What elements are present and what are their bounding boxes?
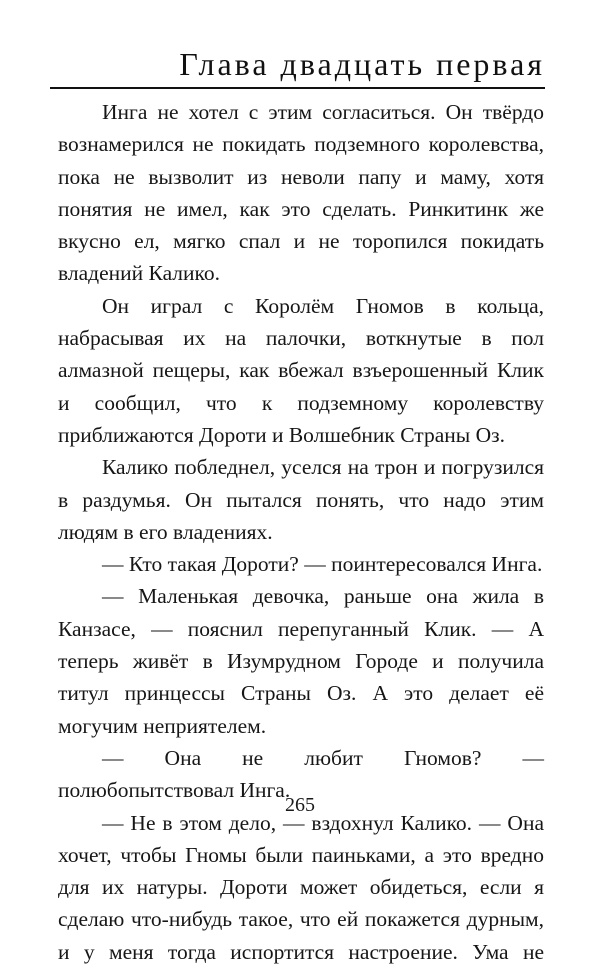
text-line: — Кто такая Дороти? — поинтересовался Инга. bbox=[102, 552, 543, 577]
text-line: могучим неприятелем. bbox=[58, 713, 267, 738]
header-rule bbox=[50, 87, 545, 89]
body-text bbox=[58, 96, 544, 968]
chapter-title: Глава двадцать первая bbox=[179, 46, 545, 82]
text-line: Канзасе, — пояснил перепуганный Клик. — А bbox=[58, 616, 544, 641]
text-line: пока не вызволит из неволи папу и маму, хотя bbox=[58, 164, 544, 189]
text-line: Инга не хотел с этим согласиться. Он твёрдо bbox=[102, 100, 544, 124]
text-line: титул принцессы Страны Оз. А это делает её bbox=[58, 681, 544, 706]
text-line: набрасывая их на палочки, воткнутые в пол bbox=[58, 326, 544, 351]
paragraph bbox=[58, 807, 544, 968]
text-line: сделаю что-нибудь такое, что ей покажется дурным, bbox=[58, 907, 544, 932]
paragraph bbox=[58, 580, 544, 741]
page-number: 265 bbox=[285, 794, 315, 816]
text-line: вкусно ел, мягко спал и не торопился покидать bbox=[58, 229, 544, 254]
text-line: вознамерился не покидать подземного королевства, bbox=[58, 132, 544, 157]
paragraph bbox=[58, 548, 544, 580]
paragraph bbox=[58, 451, 544, 548]
paragraph bbox=[58, 290, 544, 451]
text-line: — Она не любит Гномов? — bbox=[102, 745, 544, 770]
paragraph bbox=[58, 96, 544, 290]
text-line: — Маленькая девочка, раньше она жила в bbox=[102, 584, 544, 609]
text-line: и у меня тогда испортится настроение. Ума не bbox=[58, 939, 544, 964]
text-line: в раздумья. Он пытался понять, что надо этим bbox=[58, 487, 544, 512]
text-line: понятия не имел, как это сделать. Ринкитинк же bbox=[58, 196, 544, 221]
text-line: и сообщил, что к подземному королевству bbox=[58, 390, 544, 415]
text-line: Калико побледнел, уселся на трон и погрузился bbox=[102, 455, 544, 480]
text-line: для их натуры. Дороти может обидеться, если я bbox=[58, 875, 544, 900]
text-line: — Не в этом дело, — вздохнул Калико. — Она bbox=[102, 810, 544, 835]
text-line: хочет, чтобы Гномы были паиньками, а это вредно bbox=[58, 842, 544, 867]
text-line: алмазной пещеры, как вбежал взъерошенный Клик bbox=[58, 358, 544, 383]
text-line: теперь живёт в Изумрудном Городе и получила bbox=[58, 649, 544, 674]
text-line: приближаются Дороти и Волшебник Страны Оз. bbox=[58, 422, 505, 447]
text-line: полюбопытствовал Инга. bbox=[58, 778, 291, 803]
text-line: людям в его владениях. bbox=[58, 519, 273, 544]
text-line: владений Калико. bbox=[58, 261, 221, 286]
text-line: Он играл с Королём Гномов в кольца, bbox=[102, 293, 544, 318]
